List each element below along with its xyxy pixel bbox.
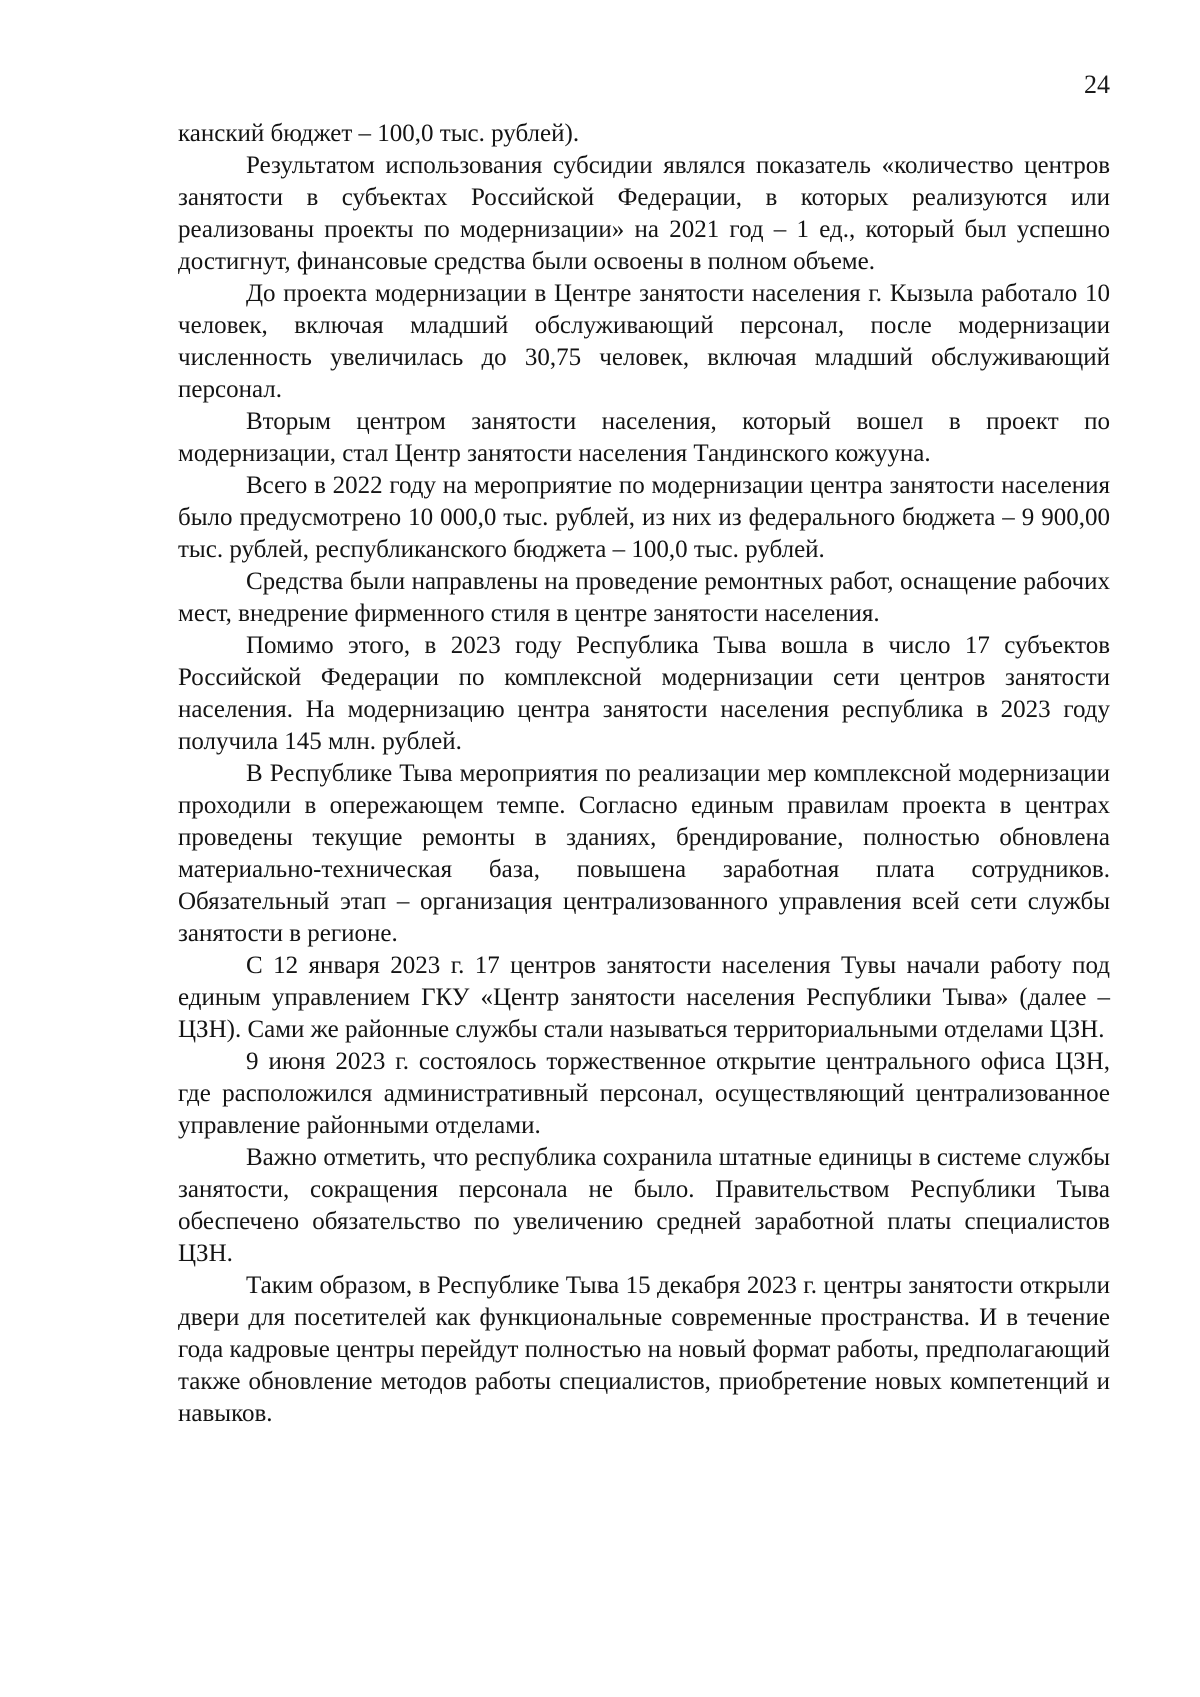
paragraph-2023-modernization: Помимо этого, в 2023 году Республика Тыва вошла в число 17 субъектов Российской Федерации по комплексной модернизации сети центров занятости населения. На модернизацию центра занятости населения республика в 2023 году получила 145 млн. рублей. xyxy=(178,632,1110,755)
paragraph-conclusion: Таким образом, в Республике Тыва 15 декабря 2023 г. центры занятости открыли двери для посетителей как функциональные современные пространства. И в течение года кадровые центры перейдут полностью на новый формат работы, предполагающий также обновление методов работы специалистов, приобретение новых компетенций и навыков. xyxy=(178,1272,1110,1427)
paragraph-second-center: Вторым центром занятости населения, который вошел в проект по модернизации, стал Центр занятости населения Тандинского кожууна. xyxy=(178,408,1110,467)
paragraph-staff-retention: Важно отметить, что республика сохранила штатные единицы в системе службы занятости, сокращения персонала не было. Правительством Республики Тыва обеспечено обязательство по увеличению средней заработной платы специалистов ЦЗН. xyxy=(178,1144,1110,1267)
paragraph-unified-management: С 12 января 2023 г. 17 центров занятости населения Тувы начали работу под единым управлением ГКУ «Центр занятости населения Республики Тыва» (далее – ЦЗН). Сами же районные службы стали называться территориальными отделами ЦЗН. xyxy=(178,952,1110,1043)
paragraph-2022-funding: Всего в 2022 году на мероприятие по модернизации центра занятости населения было предусмотрено 10 000,0 тыс. рублей, из них из федерального бюджета – 9 900,00 тыс. рублей, республиканского бюджета – 100,0 тыс. рублей. xyxy=(178,472,1110,563)
paragraph-continuation: канский бюджет – 100,0 тыс. рублей). xyxy=(178,120,580,147)
document-body xyxy=(178,118,1110,1430)
paragraph-kyzyl-staff: До проекта модернизации в Центре занятости населения г. Кызыла работало 10 человек, включая младший обслуживающий персонал, после модернизации численность увеличилась до 30,75 человек, включая младший обслуживающий персонал. xyxy=(178,280,1110,403)
paragraph-office-opening: 9 июня 2023 г. состоялось торжественное открытие центрального офиса ЦЗН, где расположился административный персонал, осуществляющий централизованное управление районными отделами. xyxy=(178,1048,1110,1139)
page-number: 24 xyxy=(1084,70,1110,99)
paragraph-subsidy-result: Результатом использования субсидии являлся показатель «количество центров занятости в субъектах Российской Федерации, в которых реализуются или реализованы проекты по модернизации» на 2021 год – 1 ед., который был успешно достигнут, финансовые средства были освоены в полном объеме. xyxy=(178,152,1110,275)
paragraph-modernization-pace: В Республике Тыва мероприятия по реализации мер комплексной модернизации проходили в опережающем темпе. Согласно единым правилам проекта в центрах проведены текущие ремонты в зданиях, брендирование, полностью обновлена материально-техническая база, повышена заработная плата сотрудников. Обязательный этап – организация централизованного управления всей сети службы занятости в регионе. xyxy=(178,760,1110,947)
paragraph-funds-direction: Средства были направлены на проведение ремонтных работ, оснащение рабочих мест, внедрение фирменного стиля в центре занятости населения. xyxy=(178,568,1110,627)
